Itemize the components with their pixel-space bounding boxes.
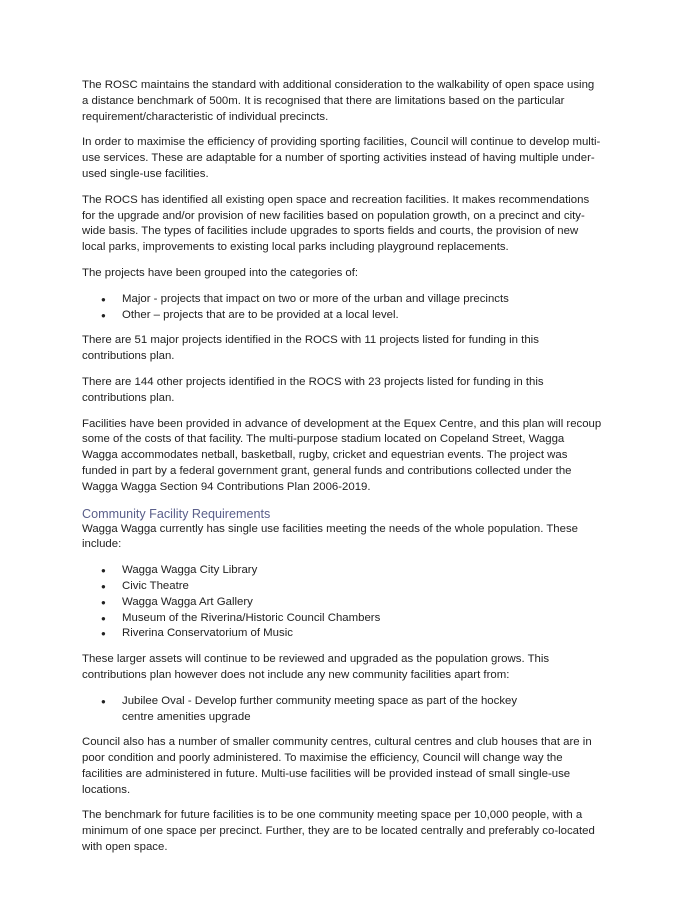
paragraph-equex-centre: Facilities have been provided in advance of development at the Equex Centre, and this plan will recoup some of the costs of that facility. The multi-purpose stadium located on Copeland Street, Wagga Wagga accommodates netball, basketball, rugby, cricket and equestrian events. The project was funded in part by a federal government grant, general funds and contributions collected under the Wagga Wagga Section 94 Contributions Plan 2006-2019. (82, 417, 602, 493)
facility-list (82, 563, 602, 642)
section-heading: Community Facility Requirements (82, 506, 271, 521)
paragraph-other-projects: There are 144 other projects identified in the ROCS with 23 projects listed for funding in this contributions plan. (82, 375, 544, 404)
paragraph-walkability: The ROSC maintains the standard with additional consideration to the walkability of open space using a distance benchmark of 500m. It is recognised that there are limitations based on the particular requirement/characteristic of individual precincts. (82, 79, 595, 123)
list-item: ● Jubilee Oval - Develop further community meeting space as part of the hockey centre amenities upgrade (82, 694, 602, 726)
paragraph-larger-assets: These larger assets will continue to be reviewed and upgraded as the population grows. This contributions plan however does not include any new community facilities apart from: (82, 653, 550, 681)
list-item: ● Riverina Conservatorium of Music (82, 626, 602, 642)
paragraph-benchmark: The benchmark for future facilities is to be one community meeting space per 10,000 people, with a minimum of one space per precinct. Further, they are to be located centrally and preferably co-located with open space. (82, 809, 595, 854)
paragraph-project-categories-intro: The projects have been grouped into the categories of: (82, 266, 359, 279)
list-item: ● Civic Theatre (82, 579, 602, 595)
list-item: ● Wagga Wagga City Library (82, 563, 602, 579)
paragraph-major-projects: There are 51 major projects identified in the ROCS with 11 projects listed for funding in this contributions plan. (82, 334, 539, 363)
paragraph-single-use-facilities: Wagga Wagga currently has single use facilities meeting the needs of the whole population. These include: (82, 522, 578, 551)
list-item: ● Major - projects that impact on two or more of the urban and village precincts (82, 292, 602, 308)
category-list (82, 292, 602, 324)
document-page (82, 78, 602, 866)
new-facility-list (82, 694, 602, 726)
paragraph-sporting-facilities: In order to maximise the efficiency of providing sporting facilities, Council will continue to develop multi-use services. These are adaptable for a number of sporting activities instead of having multiple under-used single-use facilities. (82, 136, 601, 180)
list-item: ● Other – projects that are to be provided at a local level. (82, 308, 602, 324)
list-item: ● Wagga Wagga Art Gallery (82, 595, 602, 611)
paragraph-smaller-centres: Council also has a number of smaller community centres, cultural centres and club houses that are in poor condition and poorly administered. To maximise the efficiency, Council will change way the facilities are administered in future. Multi-use facilities will be provided instead of small single-use locations. (82, 736, 592, 796)
list-item: ● Museum of the Riverina/Historic Council Chambers (82, 611, 602, 627)
paragraph-rocs-facilities: The ROCS has identified all existing open space and recreation facilities. It makes recommendations for the upgrade and/or provision of new facilities based on population growth, on a precinct and city-wide basis. The types of facilities include upgrades to sports fields and courts, the provision of new local parks, improvements to existing local parks including playground replacements. (82, 193, 590, 254)
